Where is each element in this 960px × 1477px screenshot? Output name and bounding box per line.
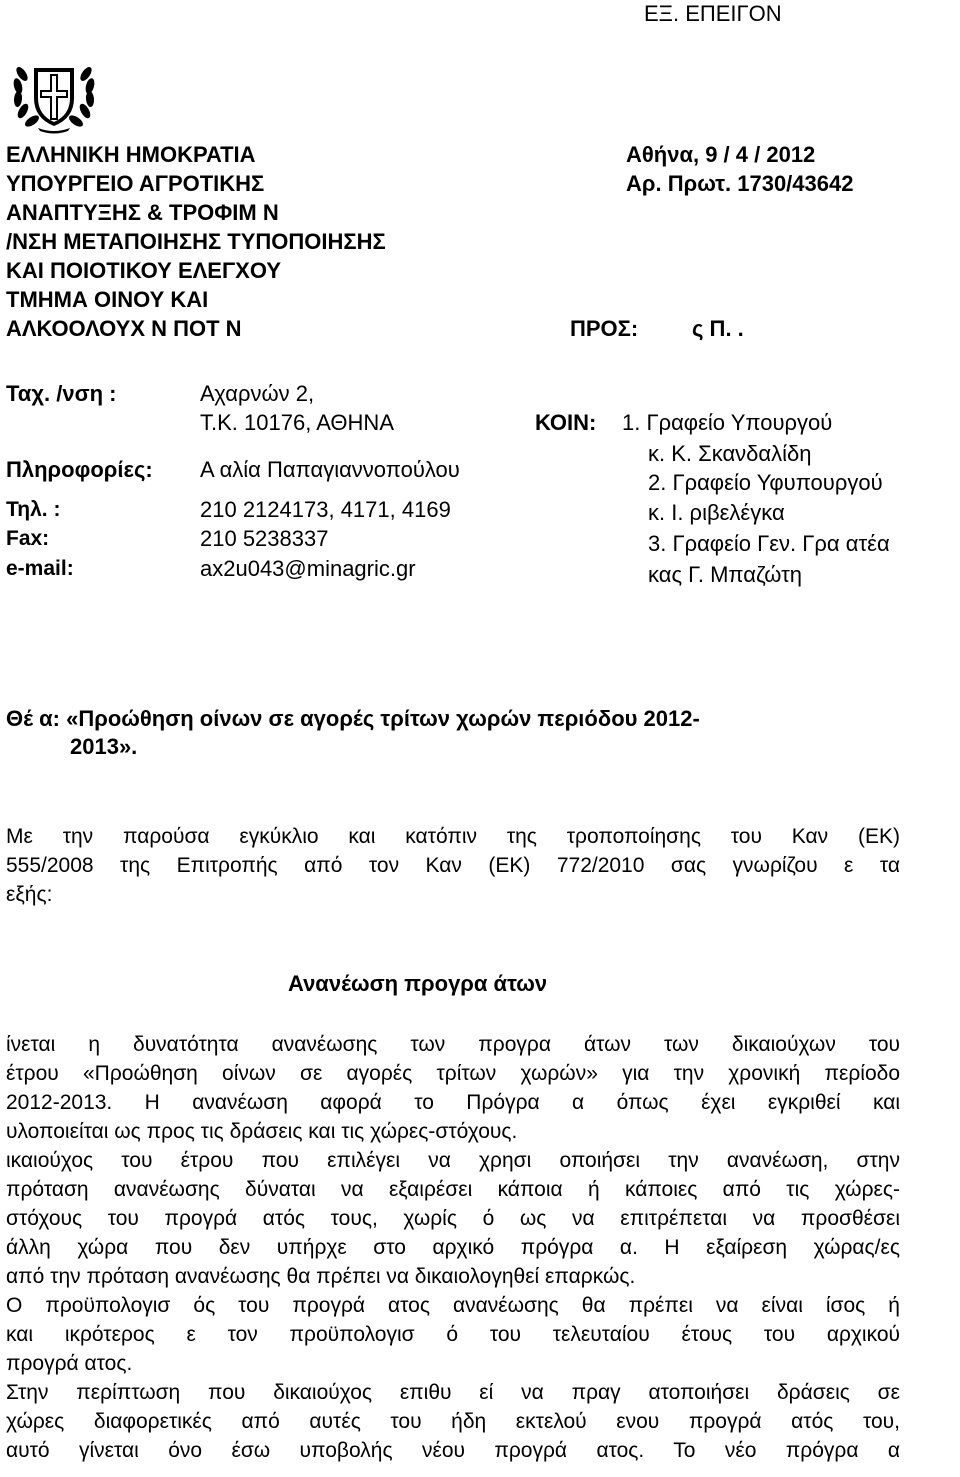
issuer-line: ΑΛΚΟΟΛΟΥΧ Ν ΠΟΤ Ν [6,316,242,341]
cc-line: 2. Γραφείο Υφυπουργού [648,470,883,495]
address-label: Ταχ. /νση : [6,381,117,406]
address-line: Αχαρνών 2, [200,381,315,406]
text-line: από την πρόταση ανανέωσης θα πρέπει να δικαιολογηθεί επαρκώς. [6,1265,636,1288]
text-line: ικαιούχος του έτρου που επιλέγει να χρησι οποιήσει την ανανέωση, στην [6,1149,900,1172]
cc-line: 1. Γραφείο Υπουργού [622,410,833,435]
issuer-line: ΚΑΙ ΠΟΙΟΤΙΚΟΥ ΕΛΕΓΧΟΥ [6,258,282,283]
cc-line: κ. Κ. Σκανδαλίδη [648,441,812,466]
subject-line: Θέ α: «Προώθηση οίνων σε αγορές τρίτων χωρών περιόδου 2012- [6,706,700,731]
issuer-line: ΥΠΟΥΡΓΕΙΟ ΑΓΡΟΤΙΚΗΣ [6,171,265,196]
info-contact-name: Α αλία Παπαγιαννοπούλου [200,457,460,482]
email-label: e-mail: [6,557,74,580]
issuer-line: ΤΜΗΜΑ ΟΙΝΟΥ ΚΑΙ [6,287,209,312]
text-line: 555/2008 της Επιτροπής από τον Καν (ΕΚ) 772/2010 σας γνωρίζου ε τα [6,854,900,877]
body-text [6,1030,900,1465]
text-line: χώρες διαφορετικές από αυτές του ήδη εκτελού ενου προγρά ατός του, [6,1410,900,1433]
text-line: Στην περίπτωση που δικαιούχος επιθυ εί να πραγ ατοποιήσει δράσεις σε [6,1381,900,1404]
fax-value: 210 5238337 [200,526,329,551]
document-date: Αθήνα, 9 / 4 / 2012 [626,142,816,167]
tel-value: 210 2124173, 4171, 4169 [200,497,451,522]
text-line: υλοποιείται ως προς τις δράσεις και τις χώρες-στόχους. [6,1120,518,1143]
recipient-value: ς Π. . [692,316,744,341]
text-line: στόχους του προγρά ατός τους, χωρίς ό ως να επιτρέπεται να προσθέσει [6,1207,900,1230]
text-line: ίνεται η δυνατότητα ανανέωσης των προγρα άτων των δικαιούχων του [6,1033,900,1056]
text-line: αυτό γίνεται όνο έσω υποβολής νέου προγρά ατος. Το νέο πρόγρα α [6,1439,900,1462]
greek-coat-of-arms-icon [8,58,100,134]
section-heading: Ανανέωση προγρα άτων [288,971,548,996]
text-line: Με την παρούσα εγκύκλιο και κατόπιν της τροποποίησης του Καν (ΕΚ) [6,825,900,848]
text-line: 2012-2013. Η ανανέωση αφορά το Πρόγρα α όπως έχει εγκριθεί και [6,1091,900,1114]
issuer-line: /ΝΣΗ ΜΕΤΑΠΟΙΗΣΗΣ ΤΥΠΟΠΟΙΗΣΗΣ [6,229,386,254]
urgency-label: ΕΞ. ΕΠΕΙΓΟΝ [644,1,782,26]
text-line: έτρου «Προώθηση οίνων σε αγορές τρίτων χωρών» για την χρονική περίοδο [6,1062,900,1085]
address-line: Τ.Κ. 10176, ΑΘΗΝΑ [200,410,394,435]
email-value: ax2u043@minagric.gr [200,556,416,581]
cc-line: 3. Γραφείο Γεν. Γρα ατέα [648,531,890,556]
text-line: άλλη χώρα που δεν υπήρχε στο αρχικό πρόγρα α. Η εξαίρεση χώρας/ες [6,1236,900,1259]
issuer-line: ΑΝΑΠΤΥΞΗΣ & ΤΡΟΦΙΜ Ν [6,200,279,225]
tel-label: Τηλ. : [6,498,61,521]
cc-line: κας Γ. Μπαζώτη [648,562,803,587]
protocol-number: Αρ. Πρωτ. 1730/43642 [626,171,854,196]
info-label: Πληροφορίες: [6,457,153,482]
text-line: Ο προϋπολογισ ός του προγρά ατος ανανέωσης θα πρέπει να είναι ίσος ή [6,1294,900,1317]
issuer-line: ΕΛΛΗΝΙΚΗ ΗΜΟΚΡΑΤΙΑ [6,142,256,167]
cc-label: ΚΟΙΝ: [535,410,597,435]
text-line: προγρά ατος. [6,1352,133,1375]
fax-label: Fax: [6,527,50,550]
cc-line: κ. Ι. ριβελέγκα [648,500,785,525]
text-line: και ικρότερος ε τον προϋπολογισ ό του τελευταίου έτους του αρχικού [6,1323,900,1346]
issuer-header [6,141,386,344]
text-line: πρόταση ανανέωσης δύναται να εξαιρέσει κάποια ή κάποιες από τις χώρες- [6,1178,900,1201]
text-line: εξής: [6,883,53,906]
recipient-label: ΠΡΟΣ: [570,316,639,341]
subject-line: 2013». [70,734,138,759]
intro-paragraph [6,822,900,909]
